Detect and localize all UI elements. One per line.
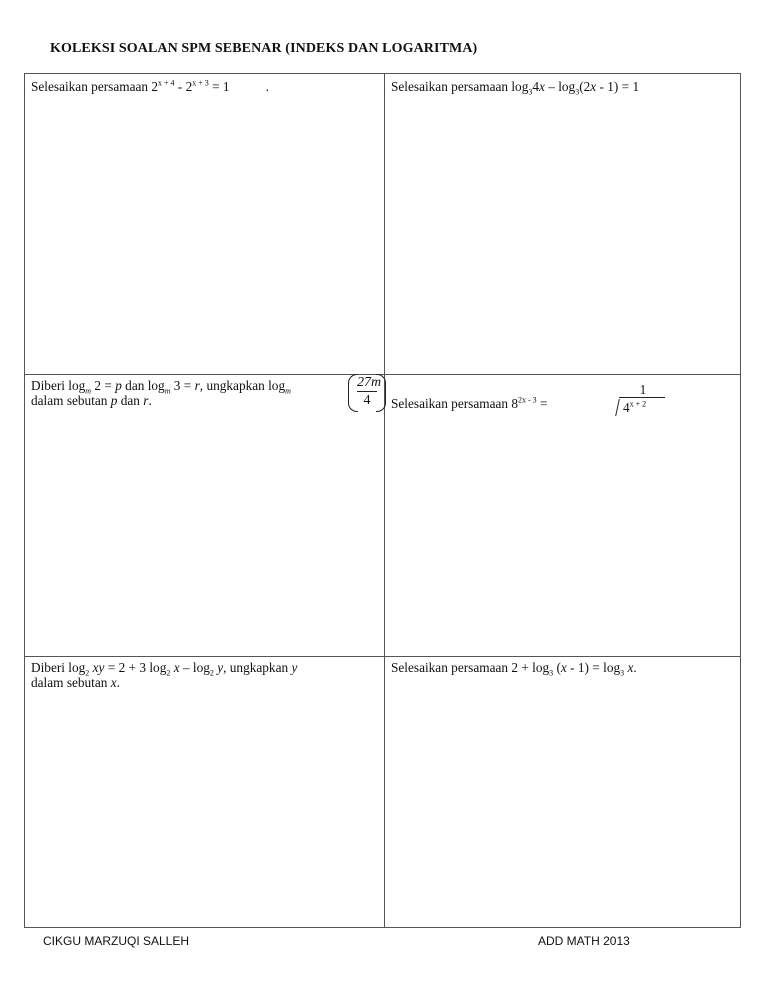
footer-subject: ADD MATH 2013 bbox=[538, 934, 630, 948]
question-2: Selesaikan persamaan $\log_34x - \log_3(2x - 1) = 1$ bbox=[391, 79, 640, 97]
page-title: KOLEKSI SOALAN SPM SEBENAR (INDEKS DAN LOGARITMA) bbox=[50, 41, 478, 56]
question-6: Selesaikan persamaan $2 + \log_3 (x - 1) = \log_3 x$. bbox=[391, 660, 637, 678]
question-5: Diberi $\log_2$ xy = 2 + 3 $\log_2 x - \log_2 y$, ungkapkan y dalam sebutan x. bbox=[31, 660, 298, 690]
right-bracket bbox=[376, 374, 386, 412]
column-divider bbox=[384, 74, 385, 927]
question-3: Diberi $\log_m 2 = p$ dan $\log_m 3 = r$, ungkapkan $\log_m$ dalam sebutan p dan r. $\frac{27m}{4}$ bbox=[31, 378, 377, 408]
fraction-bar bbox=[619, 397, 665, 398]
radical-sign bbox=[607, 399, 620, 416]
fraction-denominator: 4 bbox=[363, 393, 371, 408]
fraction-27m-over-4 bbox=[348, 374, 386, 412]
fraction-numerator: 27m bbox=[357, 375, 382, 390]
root-fraction bbox=[605, 382, 665, 416]
question-1: Selesaikan persamaan $2^{x + 4} - 2^{x + 3} = 1$ . bbox=[31, 78, 269, 94]
question-4: Selesaikan persamaan $8^{2x - 3}$ = 1 $4^{x + 2}$ bbox=[391, 396, 548, 411]
question-grid bbox=[24, 73, 741, 928]
row-divider bbox=[25, 656, 740, 657]
footer-author: CIKGU MARZUQI SALLEH bbox=[43, 934, 190, 948]
fraction-denominator: $4^{x + 2}$ bbox=[623, 399, 647, 415]
fraction-numerator: 1 bbox=[639, 382, 647, 397]
